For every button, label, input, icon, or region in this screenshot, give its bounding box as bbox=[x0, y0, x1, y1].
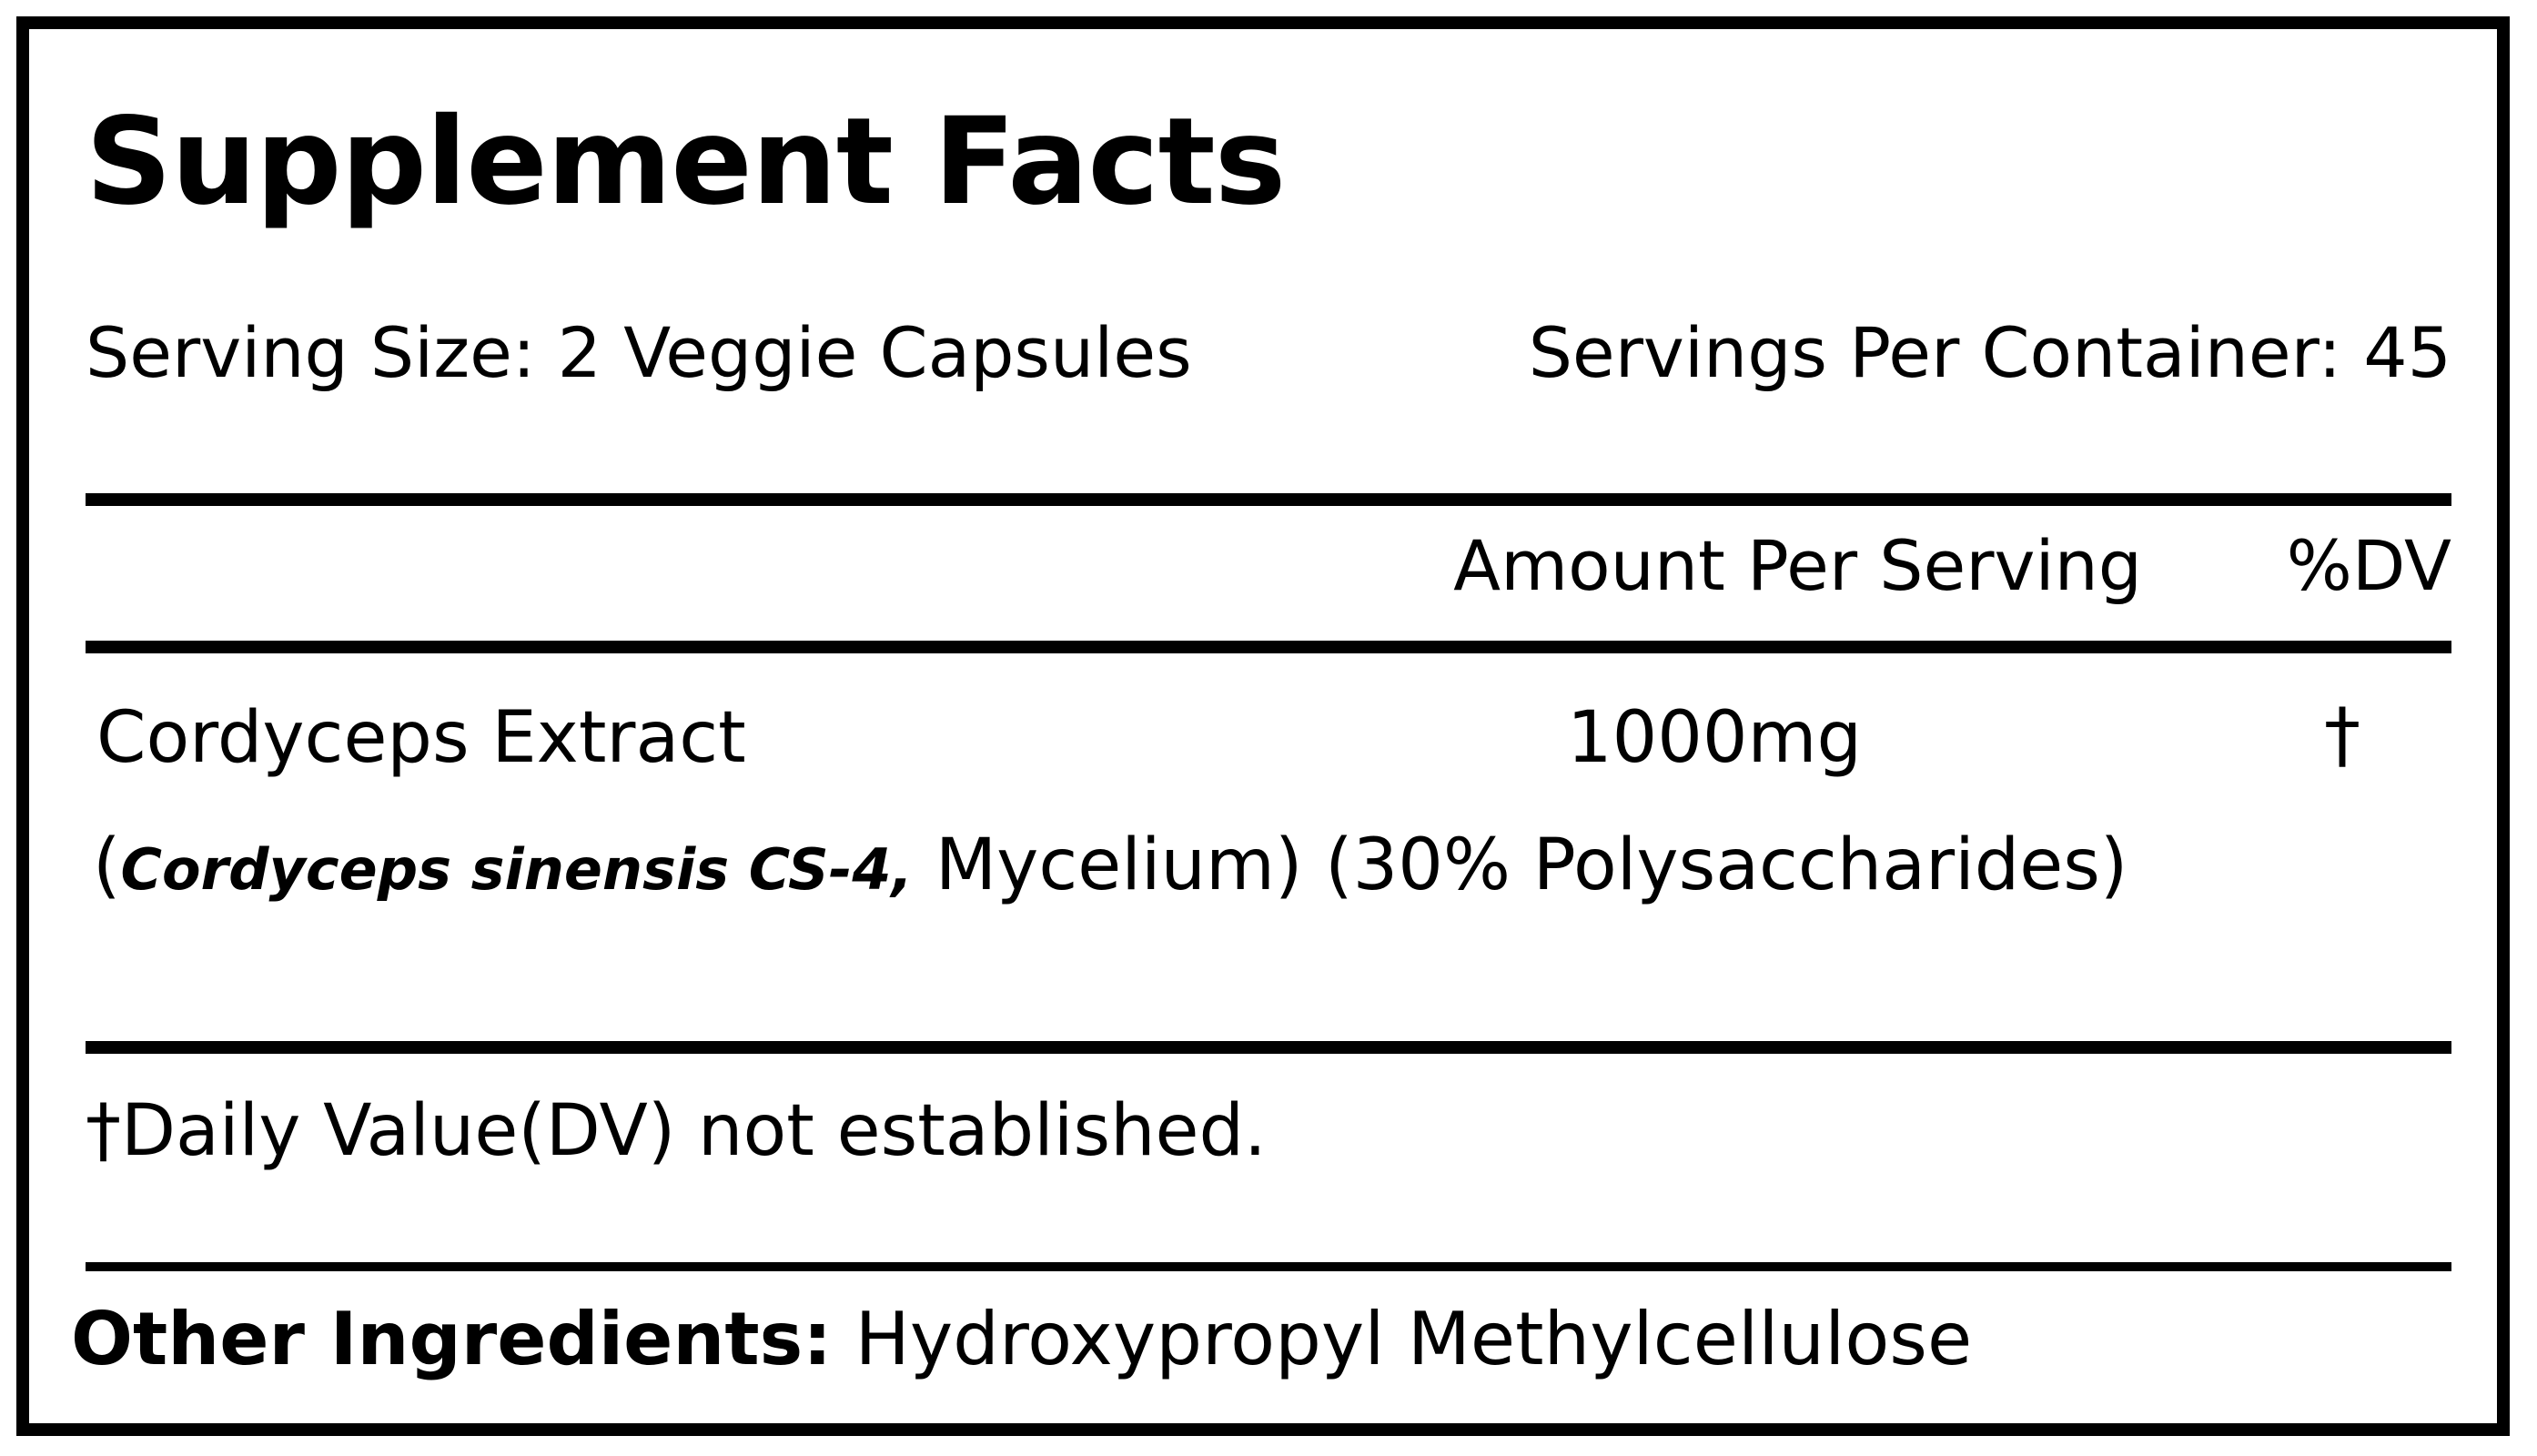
column-header-percent-dv: %DV bbox=[2286, 525, 2451, 606]
column-header-amount-per-serving: Amount Per Serving bbox=[1453, 525, 2142, 606]
source-suffix: Mycelium) (30% Polysaccharides) bbox=[913, 824, 2128, 906]
serving-info-row bbox=[86, 312, 2451, 393]
other-ingredients-row bbox=[71, 1297, 1973, 1381]
nutrient-source-line bbox=[93, 824, 2128, 906]
nutrient-amount: 1000mg bbox=[1567, 697, 1862, 779]
other-ingredients-value: Hydroxypropyl Methylcellulose bbox=[854, 1297, 1973, 1381]
other-ingredients-label: Other Ingredients: bbox=[71, 1297, 833, 1381]
servings-per-container-text: Servings Per Container: 45 bbox=[1528, 312, 2451, 393]
serving-size-text: Serving Size: 2 Veggie Capsules bbox=[86, 312, 1192, 393]
divider-above-other-ingredients bbox=[86, 1262, 2451, 1271]
divider-under-headers bbox=[86, 641, 2451, 653]
daily-value-footnote: †Daily Value(DV) not established. bbox=[86, 1090, 1267, 1172]
supplement-facts-panel bbox=[16, 16, 2510, 1436]
column-header-row bbox=[86, 525, 2451, 606]
nutrient-name: Cordyceps Extract bbox=[96, 697, 746, 779]
divider-top bbox=[86, 493, 2451, 506]
divider-above-footnote bbox=[86, 1041, 2451, 1054]
source-scientific-name: Cordyceps sinensis CS-4, bbox=[120, 836, 914, 903]
page-title: Supplement Facts bbox=[86, 92, 1286, 232]
table-row bbox=[86, 693, 2451, 784]
nutrient-daily-value: † bbox=[2324, 693, 2360, 777]
supplement-facts-inner bbox=[29, 29, 2497, 1423]
source-prefix: ( bbox=[93, 824, 121, 906]
